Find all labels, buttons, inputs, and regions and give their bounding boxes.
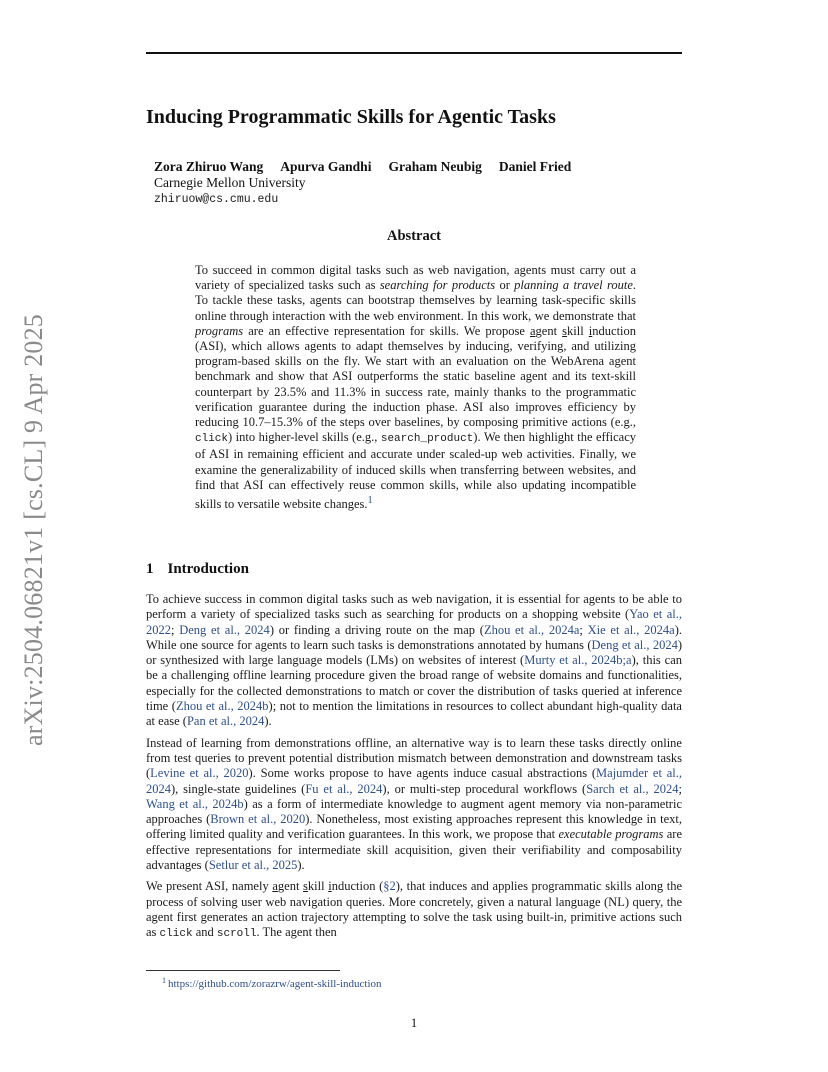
citation-link[interactable]: Deng et al., 2024: [591, 637, 678, 652]
author-name: Daniel Fried: [498, 159, 572, 174]
citation-link[interactable]: Sarch et al., 2024: [586, 781, 679, 796]
citation-link[interactable]: Wang et al., 2024b: [146, 796, 244, 811]
footnote-mark: 1: [162, 976, 166, 985]
footnote: [162, 976, 382, 990]
body-text: [146, 592, 682, 949]
arxiv-stamp: [16, 295, 52, 765]
citation-link[interactable]: Setlur et al., 2025: [208, 858, 298, 873]
inline-code: search_product: [380, 433, 474, 446]
abstract-heading: Abstract: [387, 228, 441, 244]
section-number: 1: [146, 561, 154, 577]
section-title: Introduction: [167, 561, 249, 577]
inline-code: click: [159, 928, 193, 941]
citation-link[interactable]: Yao et al., 2022: [146, 607, 682, 637]
author-email: zhiruow@cs.cmu.edu: [154, 193, 279, 206]
citation-link[interactable]: Deng et al., 2024: [179, 622, 270, 637]
citation-link[interactable]: Brown et al., 2020: [210, 812, 306, 827]
author-name: Zora Zhiruo Wang: [154, 159, 264, 174]
citation-link[interactable]: Pan et al., 2024: [186, 714, 265, 729]
paragraph: We present ASI, namely agent skill induction (§2), that induces and applies programmatic skills along the process of solving user web navigation queries. More concretely, given a natural language (NL) query, the agent first generates an action trajectory attempting to solve the task using built-in, primitive actions such as click and scroll. The agent then: [146, 879, 682, 941]
citation-link[interactable]: Murty et al., 2024b;a: [524, 653, 632, 668]
citation-link[interactable]: Zhou et al., 2024a: [483, 622, 580, 637]
citation-link[interactable]: Fu et al., 2024: [305, 781, 383, 796]
inline-code: scroll: [216, 928, 257, 941]
top-rule: [146, 52, 682, 54]
arxiv-stamp-text: arXiv:2504.06821v1 [cs.CL] 9 Apr 2025: [19, 313, 48, 747]
footnote-rule: [146, 970, 340, 971]
section-heading: [146, 561, 249, 578]
author-block: [154, 159, 571, 208]
author-name: Apurva Gandhi: [280, 159, 372, 174]
footnote-url-link[interactable]: https://github.com/zorazrw/agent-skill-induction: [168, 978, 382, 990]
page-number: 1: [410, 1016, 418, 1030]
paper-title: Inducing Programmatic Skills for Agentic Tasks: [146, 106, 556, 128]
inline-code: click: [195, 433, 229, 446]
author-list: [154, 159, 571, 175]
affiliation: Carnegie Mellon University: [154, 175, 306, 190]
citation-link[interactable]: Majumder et al., 2024: [146, 766, 682, 796]
abstract: [195, 263, 636, 512]
citation-link[interactable]: Zhou et al., 2024b: [175, 699, 269, 714]
citation-link[interactable]: Levine et al., 2020: [150, 766, 249, 781]
footnote-marker[interactable]: 1: [367, 495, 373, 507]
author-name: Graham Neubig: [388, 159, 482, 174]
citation-link[interactable]: Xie et al., 2024a: [587, 622, 675, 637]
section-ref-link[interactable]: §2: [383, 879, 396, 894]
abstract-text: To succeed in common digital tasks such as web navigation, agents must carry out a variety of specialized tasks such as searching for products or planning a travel route. To tackle these tasks, agents can bootstrap themselves by learning task-specific skills online through interaction with the web environment. In this work, we demonstrate that programs are an effective representation for skills. We propose agent skill induction (ASI), which allows agents to adapt themselves by inducing, verifying, and utilizing program-based skills on the fly. We start with an evaluation on the WebArena agent benchmark and show that ASI outperforms the static baseline agent and its text-skill counterpart by 23.5% and 11.3% in success rate, mainly thanks to the programmatic verification guarantee during the induction phase. ASI also improves efficiency by reducing 10.7–15.3% of the steps over baselines, by composing primitive actions (e.g., click) into higher-level skills (e.g., search_product). We then highlight the efficacy of ASI in remaining efficient and accurate under scaled-up web activities. Finally, we examine the generalizability of induced skills when transferring between websites, and find that ASI can effectively reuse common skills, while also updating incompatible skills to versatile website changes.$^1$: [195, 263, 637, 512]
paragraph: To achieve success in common digital tasks such as web navigation, it is essential for agents to be able to perform a variety of specialized tasks such as searching for products on a shopping website (Yao et al., 2022; Deng et al., 2024) or finding a driving route on the map (Zhou et al., 2024a; Xie et al., 2024a). While one source for agents to learn such tasks is demonstrations annotated by humans (Deng et al., 2024) or synthesized with large language models (LMs) on websites of interest (Murty et al., 2024b;a), this can be a challenging offline learning procedure given the broad range of website domains and functionalities, especially for the collected demonstrations to match or cover the distribution of tasks queried at inference time (Zhou et al., 2024b); not to mention the limitations in resources to collect abundant high-quality data at ease (Pan et al., 2024).: [146, 592, 683, 729]
paragraph: Instead of learning from demonstrations offline, an alternative way is to learn these tasks directly online from test queries to prevent potential distribution mismatch between demonstration and downstream tasks (Levine et al., 2020). Some works propose to have agents induce casual abstractions (Majumder et al., 2024), single-state guidelines (Fu et al., 2024), or multi-step procedural workflows (Sarch et al., 2024; Wang et al., 2024b) as a form of intermediate knowledge to augment agent memory via non-parametric approaches (Brown et al., 2020). Nonetheless, most existing approaches represent this knowledge in text, offering limited quality and verification guarantees. In this work, we propose that executable programs are effective representations for intermediate skill acquisition, given their verifiability and composability advantages (Setlur et al., 2025).: [146, 735, 682, 873]
